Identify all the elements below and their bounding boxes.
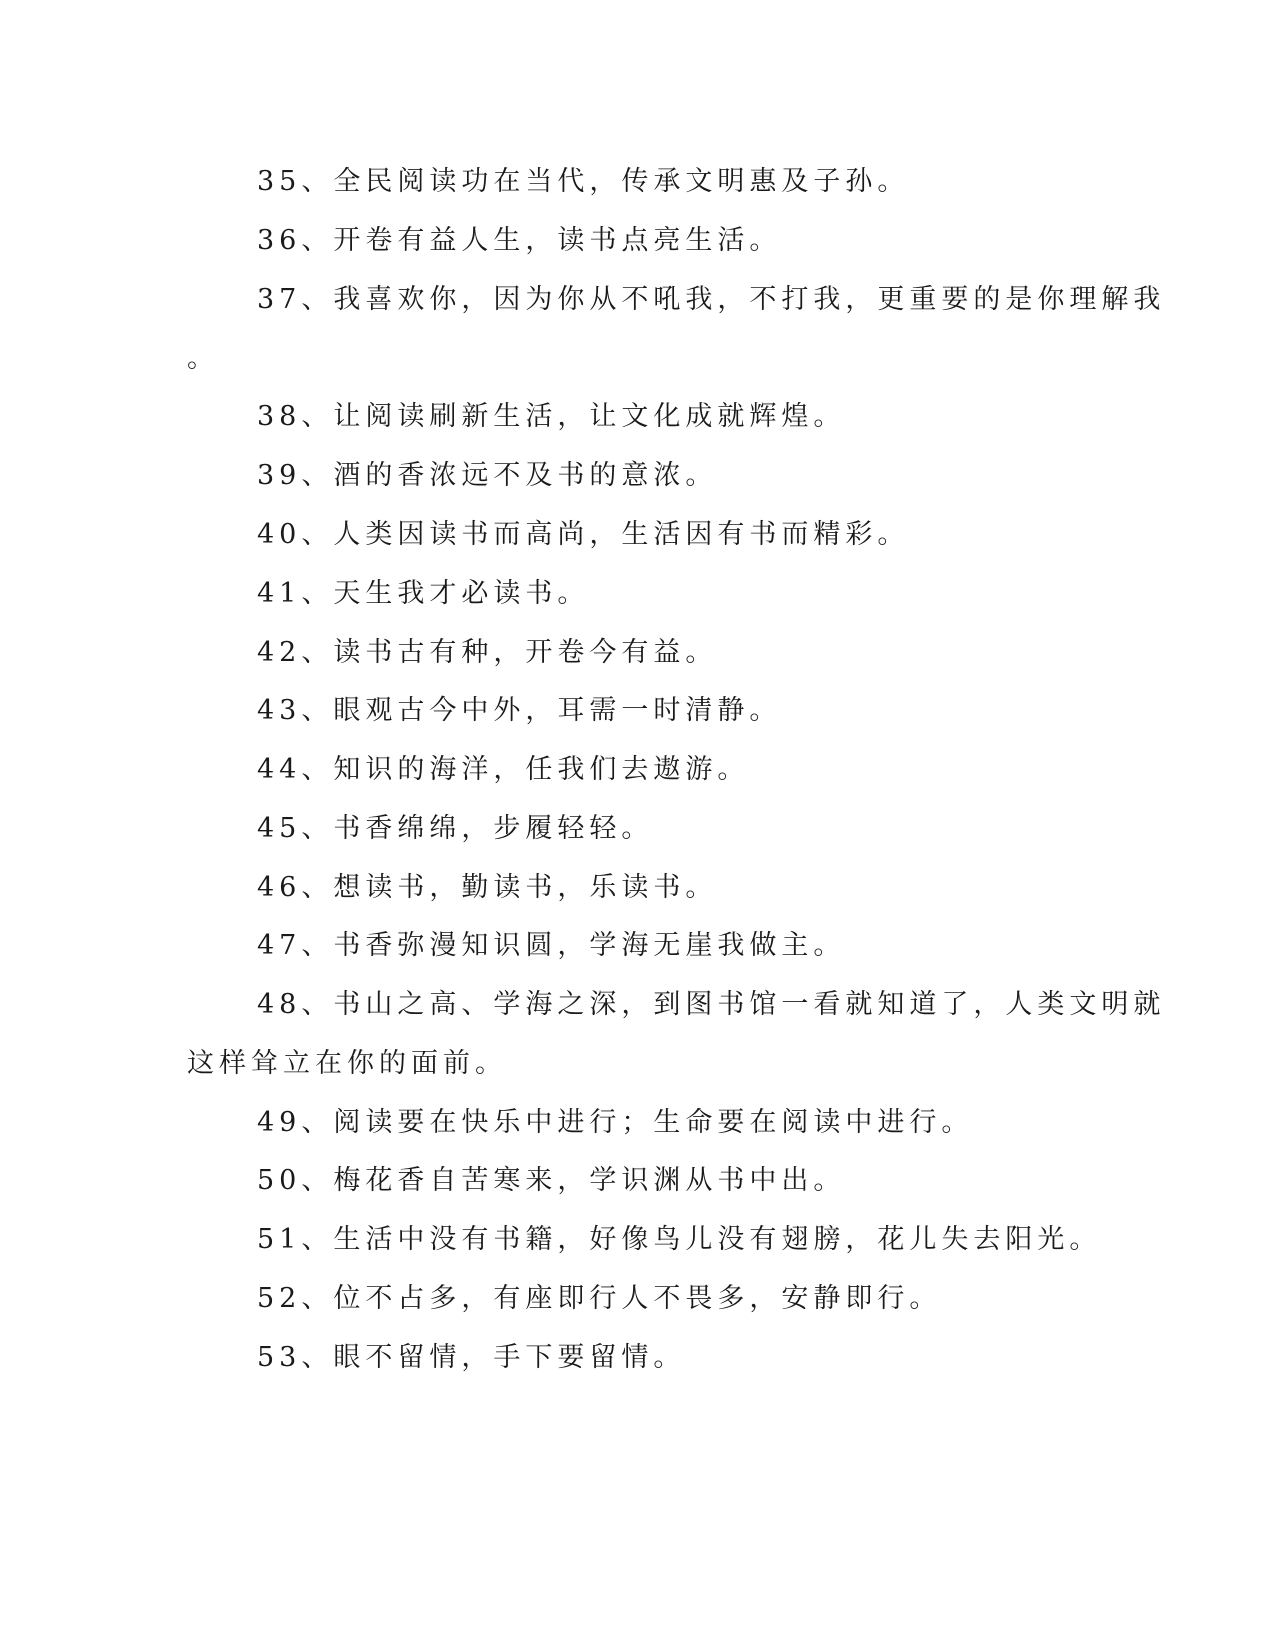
list-item: 52、位不占多，有座即行人不畏多，安静即行。	[257, 1283, 942, 1314]
list-item-continuation: 。	[187, 343, 219, 374]
list-item-continuation: 这样耸立在你的面前。	[187, 1048, 507, 1079]
list-item: 42、读书古有种，开卷今有益。	[257, 637, 718, 668]
list-item: 41、天生我才必读书。	[257, 578, 590, 609]
list-item: 51、生活中没有书籍，好像鸟儿没有翅膀，花儿失去阳光。	[257, 1224, 1102, 1255]
list-item: 38、让阅读刷新生活，让文化成就辉煌。	[257, 401, 846, 432]
list-item: 45、书香绵绵，步履轻轻。	[257, 813, 654, 844]
list-item: 46、想读书，勤读书，乐读书。	[257, 872, 718, 903]
list-item: 43、眼观古今中外，耳需一时清静。	[257, 695, 782, 726]
list-item: 48、书山之高、学海之深，到图书馆一看就知道了，人类文明就	[257, 989, 1166, 1020]
list-item: 37、我喜欢你，因为你从不吼我，不打我，更重要的是你理解我	[257, 284, 1166, 315]
list-item: 50、梅花香自苦寒来，学识渊从书中出。	[257, 1165, 846, 1196]
list-item: 47、书香弥漫知识圆，学海无崖我做主。	[257, 930, 846, 961]
list-item: 53、眼不留情，手下要留情。	[257, 1342, 686, 1373]
list-item: 40、人类因读书而高尚，生活因有书而精彩。	[257, 519, 910, 550]
list-item: 39、酒的香浓远不及书的意浓。	[257, 460, 718, 491]
list-item: 35、全民阅读功在当代，传承文明惠及子孙。	[257, 166, 910, 197]
list-item: 36、开卷有益人生，读书点亮生活。	[257, 225, 782, 256]
list-item: 44、知识的海洋，任我们去遨游。	[257, 754, 750, 785]
list-item: 49、阅读要在快乐中进行；生命要在阅读中进行。	[257, 1107, 974, 1138]
